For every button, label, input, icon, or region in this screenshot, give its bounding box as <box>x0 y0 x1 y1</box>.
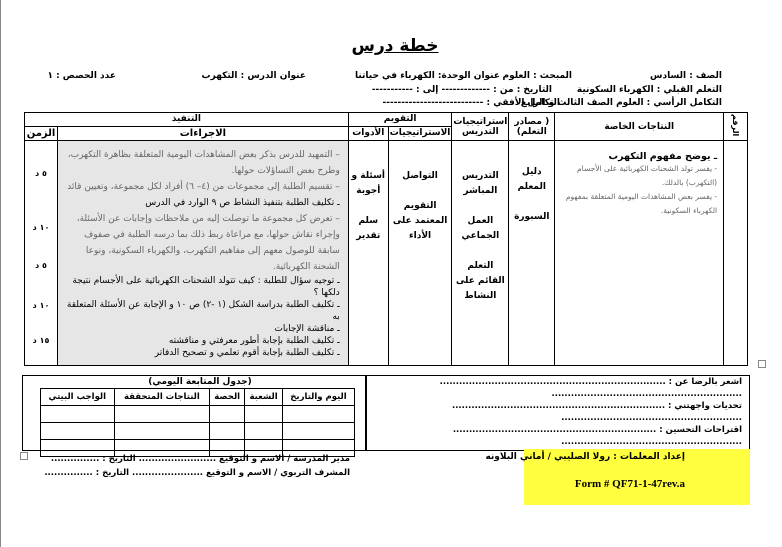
teaching-item: التعلم القائم على النشاط <box>455 261 505 302</box>
periods-count: عدد الحصص : ١ <box>47 71 116 81</box>
vertical-integration: التكامل الرأسي : العلوم الصف الثالث و الرابع <box>520 98 722 108</box>
header-number: الرقم <box>724 113 748 141</box>
principal-signature: مدير المدرسة / الاسم و التوقيع ........................ التاريخ : ............... <box>50 454 350 464</box>
header-eval-strategies: الاستراتيجيات <box>388 126 452 141</box>
header-outcomes: النتاجات الخاصة <box>555 113 724 141</box>
supervisor-signature: المشرف التربوي / الاسم و التوقيع ...................... التاريخ : ............... <box>44 468 350 478</box>
follow-col: الحصة <box>210 389 245 406</box>
time-item: ١٠ د <box>32 301 50 311</box>
table-move-handle[interactable] <box>758 360 766 368</box>
sources-cell <box>509 141 555 366</box>
outcome-sub: - يفسر بعض المشاهدات اليومية المتعلقة بمفهوم الكهرباء السكونية. <box>565 192 718 216</box>
procedure-item: ـ تكليف الطلبة بدراسة الشكل (١ -٢) ص ١٠ و الإجابة عن الأسئلة المتعلقة به <box>66 300 340 323</box>
horizontal-integration: التكامل الأفقي : --------------------------- <box>382 98 560 108</box>
procedure-item: ـ توجيه سؤال للطلبة : كيف تتولد الشحنات الكهربائية على الأجسام نتيجة دلكها ؟ <box>72 276 340 299</box>
date-range: التاريخ : من : ------------- إلى : ----------- <box>371 85 552 95</box>
procedure-item: ـ تكليف الطلبة بإجابة أطور معرفتي و مناقشته <box>168 336 340 347</box>
time-item: ١٠ د <box>32 223 50 233</box>
form-number: Form # QF71-1-47rev.a <box>574 478 685 490</box>
page-edge <box>0 0 1 547</box>
follow-col: الشعبة <box>245 389 283 406</box>
procedure-item: – التمهيد للدرس بذكر بعض المشاهدات اليومية المتعلقة بظاهرة التكهرب، وطرح بعض التساؤلات حولها. <box>67 150 340 177</box>
header-tools: الأدوات <box>348 126 388 141</box>
procedures-cell <box>58 141 349 366</box>
header-sources: ( مصادر التعلم) <box>509 113 555 141</box>
reflection-challenges: تحديات واجهتني : .................................................................. <box>451 401 742 411</box>
header-teaching: استراتيجيات التدريس <box>452 113 509 141</box>
reflection-line: ........................................................ <box>561 413 742 423</box>
lesson-title: عنوان الدرس : التكهرب <box>201 71 306 81</box>
header-procedures: الاجراءات <box>58 126 349 141</box>
follow-up-title: (جدول المتابعة اليومي) <box>148 377 252 387</box>
follow-col: اليوم والتاريخ <box>282 389 354 406</box>
source-item: دليل المعلم <box>517 167 546 193</box>
header-time: الزمن <box>25 126 58 141</box>
reflection-satisfied: اشعر بالرضا عن : ...................................................................... <box>439 377 742 387</box>
teaching-item: العمل الجماعي <box>461 216 500 242</box>
teaching-cell <box>452 141 509 366</box>
outcomes-cell <box>555 141 724 366</box>
subject: المبحث : العلوم <box>502 71 572 81</box>
tools-cell <box>348 141 388 366</box>
time-item: ٥ د <box>35 169 47 179</box>
time-item: ٥ د <box>35 261 47 271</box>
follow-col: النتاجات المتحققة <box>114 389 210 406</box>
time-item: ١٥ د <box>32 336 50 346</box>
prior-learning: التعلم القبلي : الكهرباء السكونية <box>576 85 722 95</box>
source-item: السبورة <box>514 212 550 223</box>
teaching-item: التدريس المباشر <box>462 171 499 197</box>
bottom-divider <box>365 375 367 451</box>
procedure-item: ـ مناقشة الإجابات <box>274 324 340 335</box>
follow-up-table <box>40 388 355 457</box>
procedure-item: – تقسيم الطلبة إلى مجموعات من (٤– ٦) أفراد لكل مجموعة، وتعيين قائد <box>67 182 340 193</box>
grade: الصف : السادس <box>650 71 722 81</box>
prepared-by: إعداد المعلمات : رولا الصليبي / أماني البلاونه <box>485 452 685 462</box>
reflection-line: ........................................................ <box>561 437 742 447</box>
lesson-plan-table <box>24 112 748 366</box>
outcome-main: ـ يوضح مفهوم التكهرب <box>608 151 718 163</box>
eval-strategy-item: التواصل <box>402 171 438 182</box>
time-cell <box>25 141 58 366</box>
number-cell <box>724 141 748 366</box>
header-evaluation: التقويم <box>348 113 452 127</box>
tool-item: سلم تقدير <box>356 216 381 242</box>
procedure-item: – تعرض كل مجموعة ما توصلت إليه من ملاحظات وإجابات عن الأسئلة، وإجراء نقاش حولها، مع مراعاة ربط ذلك بما درسه الطلبة في صفوف سابقة للوصول معهم إلى مفاهيم التكهرب، والكهرباء السكونية، ونوعا الشحنة الكهربائية. <box>76 214 340 273</box>
header-execution: التنفيذ <box>25 113 349 127</box>
reflection-section <box>372 376 742 448</box>
eval-strategies-cell <box>388 141 452 366</box>
procedure-item: ـ تكليف الطلبة بتنفيذ النشاط ص ٩ الوارد في الدرس <box>145 198 340 209</box>
follow-col: الواجب البيتي <box>41 389 115 406</box>
reflection-suggestions: اقتراحات التحسين : ............................................................... <box>452 425 742 435</box>
anchor-box <box>20 452 28 460</box>
page-title: خطة درس <box>351 36 439 56</box>
prepared-by-box <box>485 449 750 505</box>
outcome-sub: - يفسر تولد الشحنات الكهربائية على الأجسام (التكهرب) بالدلك. <box>577 164 718 188</box>
reflection-line: ........................................................... <box>551 389 742 399</box>
eval-strategy-item: التقويم المعتمد على الأداء <box>392 201 448 242</box>
tool-item: أسئلة و أجوبة <box>351 171 386 197</box>
procedure-item: ـ تكليف الطلبة بإجابة أقوم تعلمي و تصحيح الدفاتر <box>154 348 340 359</box>
unit-title: عنوان الوحدة: الكهرباء في حياتنا <box>354 71 500 81</box>
